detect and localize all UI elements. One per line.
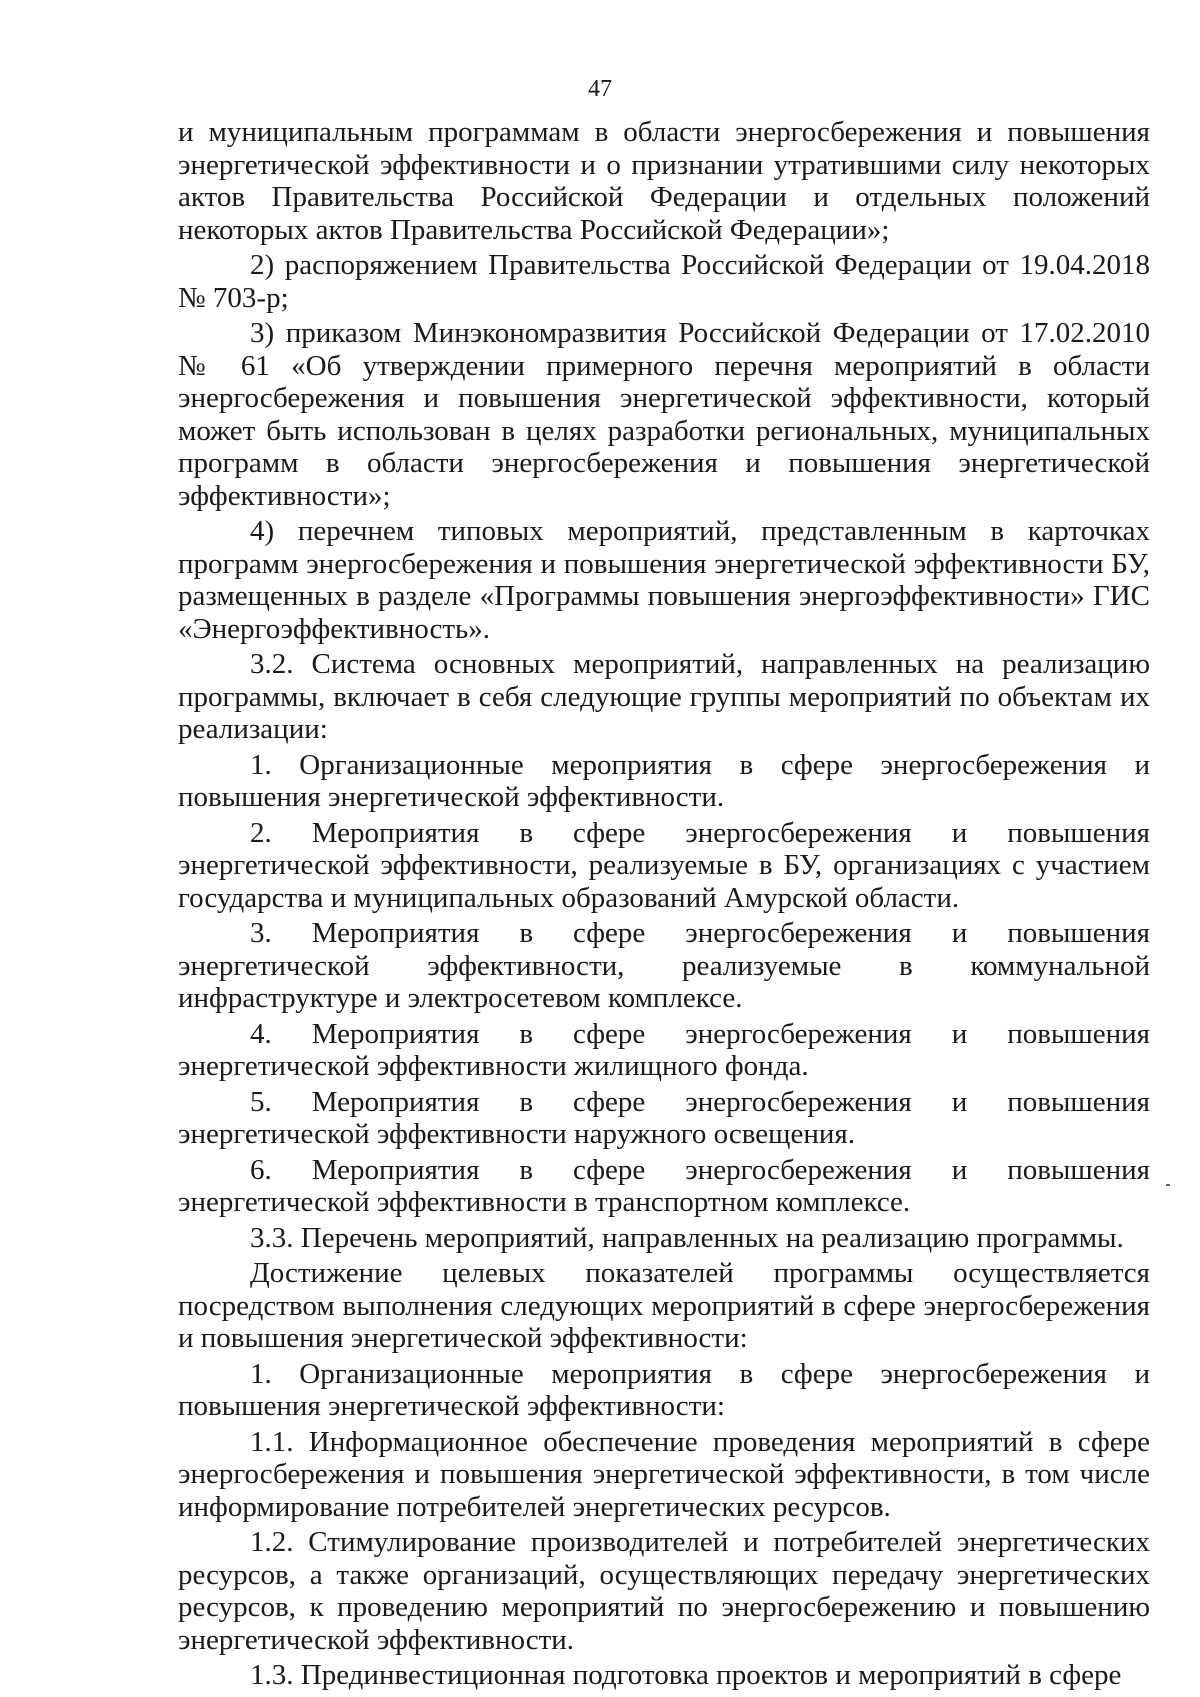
paragraph-group-2: 2. Мероприятия в сфере энергосбережения и повышения энергетической эффективности, реализуемые в БУ, организациях с участием государства и муниципальных образований Амурской области. [178, 816, 1150, 914]
paragraph-list-item-3: 3) приказом Минэкономразвития Российской Федерации от 17.02.2010 № 61 «Об утверждении примерного перечня мероприятий в области энергосбережения и повышения энергетической эффективности, который может быть использован в целях разработки региональных, муниципальных программ в области энергосбережения и повышения энергетической эффективности»; [178, 317, 1150, 512]
paragraph-measure-1-1: 1.1. Информационное обеспечение проведения мероприятий в сфере энергосбережения и повышения энергетической эффективности, в том числе информирование потребителей энергетических ресурсов. [178, 1425, 1150, 1523]
paragraph-group-5: 5. Мероприятия в сфере энергосбережения и повышения энергетической эффективности наружного освещения. [178, 1085, 1150, 1150]
paragraph-list-item-2: 2) распоряжением Правительства Российской Федерации от 19.04.2018 № 703-р; [178, 249, 1150, 314]
scan-speck [1166, 1184, 1170, 1186]
paragraph-list-item-4: 4) перечнем типовых мероприятий, представленным в карточках программ энергосбережения и повышения энергетической эффективности БУ, размещенных в разделе «Программы повышения энергоэффективности» ГИС «Энергоэффективность». [178, 515, 1150, 645]
paragraph-group-4: 4. Мероприятия в сфере энергосбережения и повышения энергетической эффективности жилищного фонда. [178, 1017, 1150, 1082]
paragraph-achievement: Достижение целевых показателей программы осуществляется посредством выполнения следующих мероприятий в сфере энергосбережения и повышения энергетической эффективности: [178, 1257, 1150, 1354]
document-body [178, 116, 1150, 1692]
paragraph-group-6: 6. Мероприятия в сфере энергосбережения и повышения энергетической эффективности в транспортном комплексе. [178, 1153, 1150, 1218]
paragraph-measure-1-2: 1.2. Стимулирование производителей и потребителей энергетических ресурсов, а также организаций, осуществляющих передачу энергетических ресурсов, к проведению мероприятий по энергосбережению и повышению энергетической эффективности. [178, 1526, 1150, 1656]
paragraph-section-3-2: 3.2. Система основных мероприятий, направленных на реализацию программы, включает в себя следующие группы мероприятий по объектам их реализации: [178, 648, 1150, 745]
paragraph-group-1: 1. Организационные мероприятия в сфере энергосбережения и повышения энергетической эффективности. [178, 748, 1150, 813]
paragraph-measure-1-3: 1.3. Прединвестиционная подготовка проектов и мероприятий в сфере [250, 1659, 1122, 1691]
page-number: 47 [588, 76, 612, 102]
paragraph-section-3-3: 3.3. Перечень мероприятий, направленных на реализацию программы. [250, 1221, 1124, 1254]
paragraph-continuation: и муниципальным программам в области энергосбережения и повышения энергетической эффективности и о признании утратившими силу некоторых актов Правительства Российской Федерации и отдельных положений некоторых актов Правительства Российской Федерации»; [178, 116, 1150, 246]
paragraph-group-3: 3. Мероприятия в сфере энергосбережения и повышения энергетической эффективности, реализуемые в коммунальной инфраструктуре и электросетевом комплексе. [178, 917, 1150, 1014]
paragraph-measure-1: 1. Организационные мероприятия в сфере энергосбережения и повышения энергетической эффективности: [178, 1357, 1150, 1422]
